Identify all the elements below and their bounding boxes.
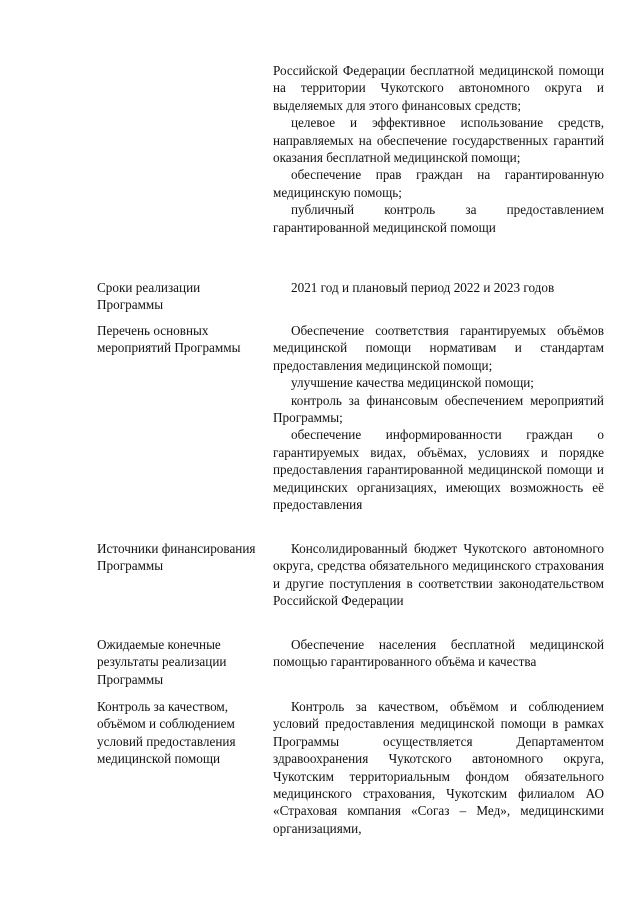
paragraph: контроль за финансовым обеспечением мероприятий Программы; <box>273 392 604 426</box>
paragraph: Обеспечение соответствия гарантируемых объёмов медицинской помощи нормативам и стандартам предоставления медицинской помощи; <box>273 323 604 373</box>
paragraph: Консолидированный бюджет Чукотского автономного округа, средства обязательного медицинского страхования и другие поступления в соответствии законодательством Российской Федерации <box>273 541 604 609</box>
row-content <box>273 279 604 296</box>
paragraph: публичный контроль за предоставлением гарантированной медицинской помощи <box>273 202 604 235</box>
row-label: Ожидаемые конечные результаты реализации Программы <box>97 637 227 687</box>
row-content <box>273 322 604 513</box>
paragraph: целевое и эффективное использование средств, направляемых на обеспечение государственных гарантий оказания бесплатной медицинской помощи; <box>273 115 604 166</box>
row-label: Перечень основных мероприятий Программы <box>97 323 241 356</box>
row-content <box>273 62 604 236</box>
paragraph: Обеспечение населения бесплатной медицинской помощью гарантированного объёма и качества <box>273 637 604 670</box>
paragraph: обеспечение информированности граждан о гарантируемых видах, объёмах, условиях и порядке предоставления гарантированной медицинской помощи и медицинских организациях, имеющих возможность её предоставления <box>273 427 604 513</box>
row-label: Источники финансирования Программы <box>97 541 256 574</box>
row-content <box>273 698 604 837</box>
row-label: Сроки реализации Программы <box>97 280 201 313</box>
paragraph: Российской Федерации бесплатной медицинской помощи на территории Чукотского автономного округа и выделяемых для этого финансовых средств; <box>273 63 604 113</box>
paragraph: улучшение качества медицинской помощи; <box>291 375 534 391</box>
paragraph: Контроль за качеством, объёмом и соблюдением условий предоставления медицинской помощи в рамках Программы осуществляется Департаментом здравоохранения Чукотского автономного округа, Чукотским территориальным фондом обязательного медицинского страхования, Чукотским филиалом АО «Страховая компания «Согаз – Мед», медицинскими организациями, <box>273 699 604 836</box>
paragraph: обеспечение прав граждан на гарантированную медицинскую помощь; <box>273 167 604 200</box>
row-content <box>273 540 604 610</box>
row-label: Контроль за качеством, объёмом и соблюдением условий предоставления медицинской помощи <box>97 699 236 767</box>
paragraph: 2021 год и плановый период 2022 и 2023 годов <box>291 280 555 295</box>
row-content <box>273 636 604 671</box>
